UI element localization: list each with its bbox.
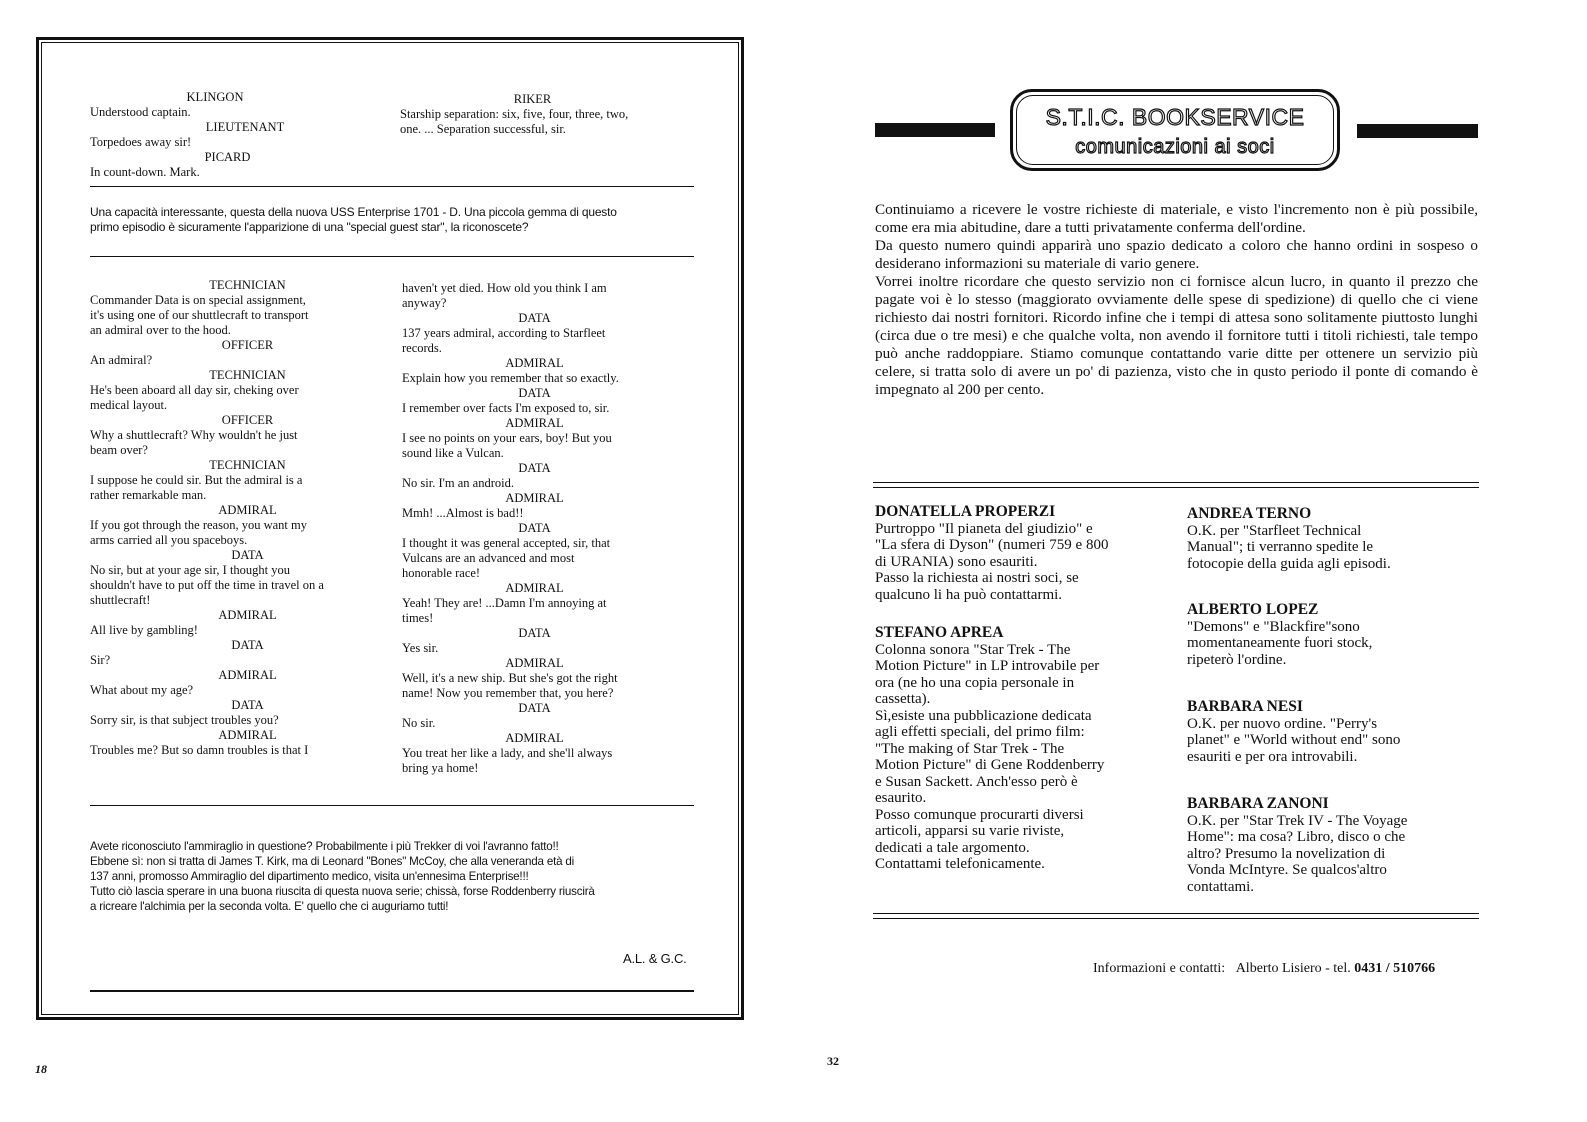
page-number-left: 18 xyxy=(35,1062,47,1076)
speaker-label: DATA xyxy=(518,386,551,400)
member-name: DONATELLA PROPERZI xyxy=(875,503,1056,520)
speaker-label: TECHNICIAN xyxy=(209,458,286,472)
speaker-label: TECHNICIAN xyxy=(209,278,286,292)
dialog-line: Troubles me? But so damn troubles is that I xyxy=(90,743,309,757)
dialog-line: an admiral over to the hood. xyxy=(90,323,231,337)
divider xyxy=(90,186,694,187)
speaker-label: DATA xyxy=(518,461,551,475)
speaker-label: ADMIRAL xyxy=(218,503,277,517)
answer-line: Ebbene sì: non si tratta di James T. Kirk, ma di Leonard "Bones" McCoy, che alla veneranda età di xyxy=(90,855,574,868)
answer-line: Tutto ciò lascia sperare in una buona riuscita di questa nuova serie; chissà, forse Roddenberry riuscirà xyxy=(90,885,595,898)
dialog-line: An admiral? xyxy=(90,353,153,367)
dialog-line: Yes sir. xyxy=(402,641,439,655)
dialog-line: sound like a Vulcan. xyxy=(402,446,504,460)
contact-name: Alberto Lisiero - tel. xyxy=(1235,961,1351,976)
dialog-line: If you got through the reason, you want my xyxy=(90,518,307,532)
member-name: BARBARA NESI xyxy=(1187,698,1303,715)
dialog-line: Well, it's a new ship. But she's got the right xyxy=(402,671,618,685)
dialog-line: shouldn't have to put off the time in travel on a xyxy=(90,578,324,592)
dialog-line: beam over? xyxy=(90,443,148,457)
dialog-line: Starship separation: six, five, four, three, two, xyxy=(400,107,629,121)
dialog-line: bring ya home! xyxy=(402,761,479,775)
member-entry xyxy=(875,504,1175,603)
dialog-line: Understood captain. xyxy=(90,105,191,119)
dialog-line: I remember over facts I'm exposed to, sir. xyxy=(402,401,610,415)
section-banner xyxy=(1010,89,1340,171)
speaker-label: TECHNICIAN xyxy=(209,368,286,382)
divider xyxy=(90,805,694,806)
banner-title: S.T.I.C. BOOKSERVICE xyxy=(1045,104,1305,130)
speaker-label: DATA xyxy=(518,701,551,715)
speaker-label: DATA xyxy=(518,626,551,640)
dialog-line: name! Now you remember that, you here? xyxy=(402,686,614,700)
answer-line: a ricreare l'alchimia per la seconda volta. E' quello che ci auguriamo tutti! xyxy=(90,900,449,913)
dialog-line: What about my age? xyxy=(90,683,194,697)
dialog-line: Yeah! They are! ...Damn I'm annoying at xyxy=(402,596,607,610)
entries-right-column xyxy=(1187,506,1477,917)
banner-bar-left xyxy=(875,123,995,137)
dialog-line: He's been aboard all day sir, cheking over xyxy=(90,383,299,397)
dialog-column-right xyxy=(402,281,692,776)
member-message: Colonna sonora "Star Trek - The Motion Picture" in LP introvabile per ora (ne ho una copia personale in cassetta). Sì,esiste una pubblicazione dedicata agli effetti speciali, del primo film: "The making of Star Trek - The Motion Picture" di Gene Roddenberry e Susan Sackett. Anch'esso però è esaurito. Posso comunque procurarti diversi articoli, apparsi su varie riviste, dedicati a tale argomento. Contattami telefonicamente. xyxy=(875,641,1105,872)
top-left-dialog xyxy=(90,90,390,180)
intro-paragraph: Vorrei inoltre ricordare che questo servizio non ci fornisce alcun lucro, in quanto il prezzo che pagate voi è lo stesso (maggiorato ovviamente delle spese di spedizione) di quello che ci viene richiesto dai nostri fornitori. Ricordo infine che i tempi di attesa sono solitamente piuttosto lunghi (circa due o tre mesi) e che qualche volta, non avendo il fornitore tutti i titoli richiesti, tale tempo può anche raddoppiare. Stiamo comunque contattando varie ditte per ottenere un servizio più celere, si tratta solo di avere un po' di pazienza, visto che in qusto periodo il ponte di comando è impegnato al 200 per cento. xyxy=(875,273,1478,398)
member-name: ALBERTO LOPEZ xyxy=(1187,601,1319,618)
banner-bar-right xyxy=(1357,124,1478,138)
dialog-line: rather remarkable man. xyxy=(90,488,207,502)
double-divider xyxy=(873,913,1479,919)
speaker-label: DATA xyxy=(518,311,551,325)
dialog-line: anyway? xyxy=(402,296,447,310)
speaker-label: DATA xyxy=(231,638,264,652)
dialog-line: No sir. I'm an android. xyxy=(402,476,514,490)
speaker-label: PICARD xyxy=(204,150,251,164)
dialog-line: Explain how you remember that so exactly. xyxy=(402,371,619,385)
banner-subtitle: comunicazioni ai soci xyxy=(1075,136,1275,158)
intro-paragraph: Continuiamo a ricevere le vostre richieste di materiale, e visto l'incremento non è più possibile, come era mia abitudine, dare a tutti privatamente conferma dell'ordine. xyxy=(875,201,1478,236)
divider xyxy=(90,990,694,992)
dialog-line: haven't yet died. How old you think I am xyxy=(402,281,607,295)
intro-paragraph: Da questo numero quindi apparirà uno spazio dedicato a coloro che hanno ordini in sospeso o desiderano informazioni su materiale di vario genere. xyxy=(875,237,1478,272)
speaker-label: DATA xyxy=(231,698,264,712)
speaker-label: OFFICER xyxy=(221,413,274,427)
dialog-line: honorable race! xyxy=(402,566,481,580)
member-entry xyxy=(1187,699,1477,765)
dialog-line: it's using one of our shuttlecraft to transport xyxy=(90,308,309,322)
dialog-line: Why a shuttlecraft? Why wouldn't he just xyxy=(90,428,298,442)
dialog-line: 137 years admiral, according to Starfleet xyxy=(402,326,606,340)
dialog-line: I suppose he could sir. But the admiral is a xyxy=(90,473,303,487)
dialog-line: times! xyxy=(402,611,434,625)
dialog-line: arms carried all you spaceboys. xyxy=(90,533,248,547)
speaker-label: ADMIRAL xyxy=(218,728,277,742)
dialog-line: Sir? xyxy=(90,653,111,667)
dialog-line: Mmh! ...Almost is bad!! xyxy=(402,506,524,520)
member-message: Purtroppo "Il pianeta del giudizio" e "La sfera di Dyson" (numeri 759 e 800 di URANIA) sono esauriti. Passo la richiesta ai nostri soci, se qualcuno li ha può contattarmi. xyxy=(875,520,1109,603)
page-number-center: 32 xyxy=(827,1054,839,1068)
dialog-line: No sir. xyxy=(402,716,436,730)
dialog-column-left xyxy=(90,278,390,758)
speaker-label: DATA xyxy=(518,521,551,535)
question-line: Una capacità interessante, questa della nuova USS Enterprise 1701 - D. Una piccola gemma di questo xyxy=(90,205,617,219)
member-message: O.K. per "Star Trek IV - The Voyage Home": ma cosa? Libro, disco o che altro? Presumo la novelization di Vonda McIntyre. Se qualcos'altro contattami. xyxy=(1187,812,1408,895)
answer-line: 137 anni, promosso Ammiraglio del dipartimento medico, visita un'ennesima Enterprise!!! xyxy=(90,870,529,883)
dialog-line: Torpedoes away sir! xyxy=(90,135,192,149)
dialog-line: Vulcans are an advanced and most xyxy=(402,551,575,565)
dialog-line: records. xyxy=(402,341,442,355)
dialog-line: Commander Data is on special assignment, xyxy=(90,293,306,307)
speaker-label: KLINGON xyxy=(186,90,244,104)
dialog-line: You treat her like a lady, and she'll always xyxy=(402,746,613,760)
speaker-label: LIEUTENANT xyxy=(205,120,285,134)
answer-line: Avete riconosciuto l'ammiraglio in questione? Probabilmente i più Trekker di voi l'avranno fatto!! xyxy=(90,840,559,853)
entries-left-column xyxy=(875,504,1175,895)
divider xyxy=(90,256,694,257)
speaker-label: ADMIRAL xyxy=(505,731,564,745)
member-name: BARBARA ZANONI xyxy=(1187,795,1329,812)
speaker-label: ADMIRAL xyxy=(218,608,277,622)
member-message: O.K. per "Starfleet Technical Manual"; ti verranno spedite le fotocopie della guida agli episodi. xyxy=(1187,522,1391,572)
question-text xyxy=(90,205,694,235)
speaker-label: ADMIRAL xyxy=(505,416,564,430)
dialog-line: I thought it was general accepted, sir, that xyxy=(402,536,611,550)
dialog-line: shuttlecraft! xyxy=(90,593,151,607)
member-message: "Demons" e "Blackfire"sono momentaneamente fuori stock, ripeterò l'ordine. xyxy=(1187,618,1373,668)
double-divider xyxy=(873,482,1479,488)
dialog-line: Sorry sir, is that subject troubles you? xyxy=(90,713,279,727)
speaker-label: RIKER xyxy=(513,92,552,106)
speaker-label: OFFICER xyxy=(221,338,274,352)
dialog-line: one. ... Separation successful, sir. xyxy=(400,122,566,136)
speaker-label: ADMIRAL xyxy=(218,668,277,682)
contact-line xyxy=(1093,961,1435,977)
top-right-dialog xyxy=(400,92,690,137)
member-message: O.K. per nuovo ordine. "Perry's planet" e "World without end" sono esauriti e per ora introvabili. xyxy=(1187,715,1401,765)
dialog-line: I see no points on your ears, boy! But you xyxy=(402,431,612,445)
answer-text xyxy=(90,839,700,914)
member-entry xyxy=(1187,506,1477,572)
dialog-line: No sir, but at your age sir, I thought you xyxy=(90,563,291,577)
speaker-label: ADMIRAL xyxy=(505,491,564,505)
dialog-line: medical layout. xyxy=(90,398,168,412)
member-name: STEFANO APREA xyxy=(875,624,1004,641)
speaker-label: DATA xyxy=(231,548,264,562)
member-entry xyxy=(875,625,1175,873)
contact-label: Informazioni e contatti: xyxy=(1093,961,1226,976)
intro-text xyxy=(875,201,1478,399)
question-line: primo episodio è sicuramente l'apparizione di una "special guest star", la riconoscete? xyxy=(90,220,529,234)
speaker-label: ADMIRAL xyxy=(505,656,564,670)
speaker-label: ADMIRAL xyxy=(505,356,564,370)
contact-phone: 0431 / 510766 xyxy=(1354,961,1436,976)
dialog-line: In count-down. Mark. xyxy=(90,165,200,179)
member-entry xyxy=(1187,796,1477,895)
signature: A.L. & G.C. xyxy=(623,951,687,966)
member-name: ANDREA TERNO xyxy=(1187,505,1312,522)
member-entry xyxy=(1187,602,1477,668)
dialog-line: All live by gambling! xyxy=(90,623,198,637)
speaker-label: ADMIRAL xyxy=(505,581,564,595)
